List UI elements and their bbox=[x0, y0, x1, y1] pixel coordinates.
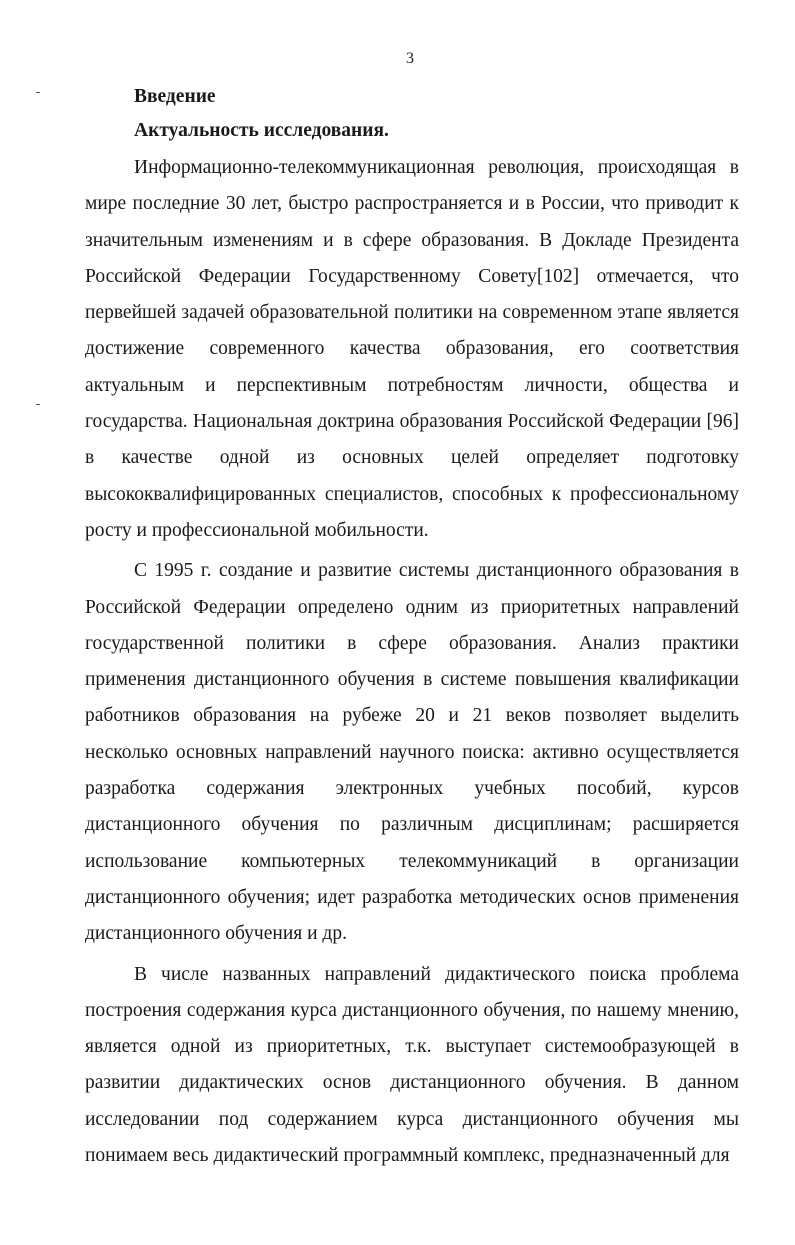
subsection-heading-relevance: Актуальность исследования. bbox=[134, 120, 389, 141]
section-heading-introduction: Введение bbox=[134, 86, 216, 107]
document-body bbox=[85, 82, 739, 1174]
paragraph: В числе названных направлений дидактического поиска проблема построения содержания курса дистанционного обучения, по нашему мнению, является одной из приоритетных, т.к. выступает системообразующей в развитии дидактических основ дистанционного обучения. В данном исследовании под содержанием курса дистанционного обучения мы понимаем весь дидактический программный комплекс, предназначенный для bbox=[85, 963, 739, 1167]
paragraph: Информационно-телекоммуникационная революция, происходящая в мире последние 30 лет, быстро распространяется и в России, что приводит к значительным изменениям и в сфере образования. В Докладе Президента Российской Федерации Государственному Совету[102] отмечается, что первейшей задачей образовательной политики на современном этапе является достижение современного качества образования, его соответствия актуальным и перспективным потребностям личности, общества и государства. Национальная доктрина образования Российской Федерации [96] в качестве одной из основных целей определяет подготовку высококвалифицированных специалистов, способных к профессиональному росту и профессиональной мобильности. bbox=[85, 157, 739, 541]
paragraph: С 1995 г. создание и развитие системы дистанционного образования в Российской Федерации определено одним из приоритетных направлений государственной политики в сфере образования. Анализ практики применения дистанционного обучения в системе повышения квалификации работников образования на рубеже 20 и 21 веков позволяет выделить несколько основных направлений научного поиска: активно осуществляется разработка содержания электронных учебных пособий, курсов дистанционного обучения по различным дисциплинам; расширяется использование компьютерных телекоммуникаций в организации дистанционного обучения; идет разработка методических основ применения дистанционного обучения и др. bbox=[85, 560, 739, 945]
page-number: 3 bbox=[406, 50, 414, 67]
scan-mark bbox=[36, 404, 40, 405]
scan-mark bbox=[36, 92, 40, 93]
